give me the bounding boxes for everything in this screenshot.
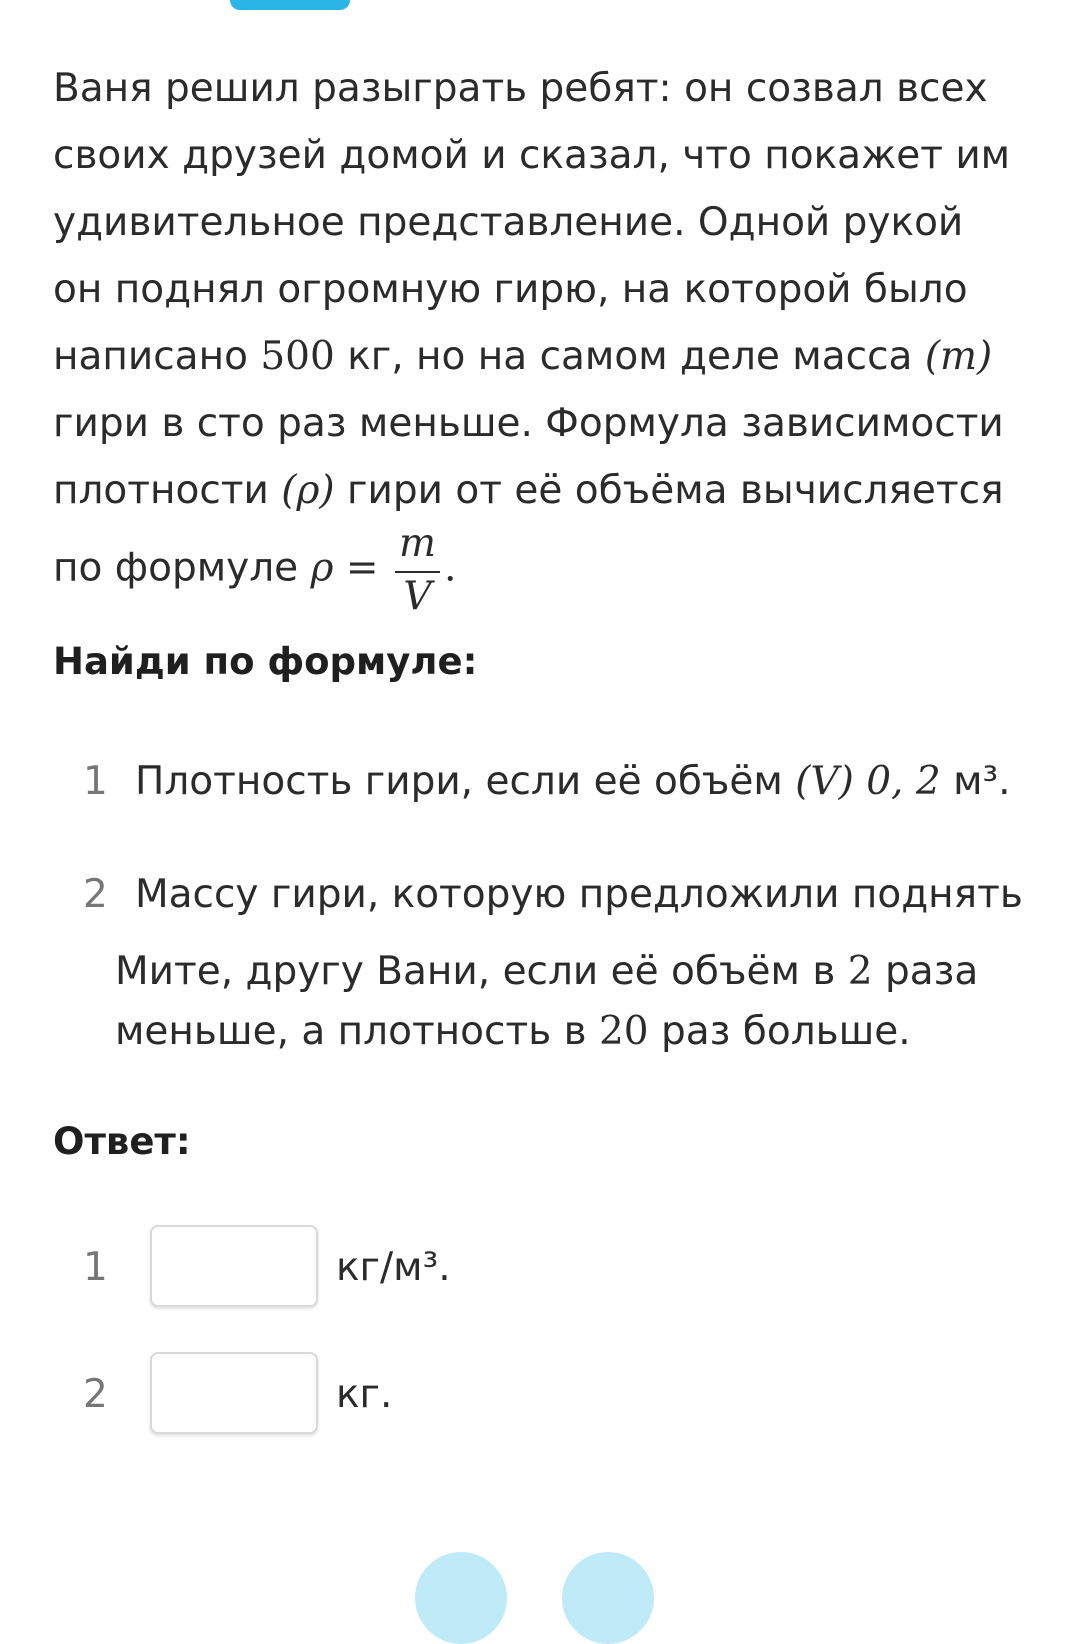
problem-text-part: гири в сто раз меньше. Формула зависимости плотности bbox=[53, 401, 1004, 513]
formula-end: . bbox=[443, 545, 457, 591]
answer-number: 2 bbox=[83, 1372, 108, 1417]
rho-symbol: (ρ) bbox=[281, 468, 335, 513]
task-1 bbox=[83, 752, 1023, 812]
problem-text-part: гири от её объёма вычисляется по формуле bbox=[53, 468, 1004, 591]
answer-unit: кг/м³. bbox=[336, 1245, 451, 1290]
answer-row-1 bbox=[83, 1225, 683, 1311]
task-text: раз больше. bbox=[648, 1009, 911, 1054]
task-number: 1 bbox=[83, 759, 108, 804]
mass-value: 500 bbox=[260, 334, 335, 379]
task-text: Мите, другу Вани, если её объём в bbox=[115, 949, 848, 994]
page-title-fragment bbox=[230, 0, 350, 10]
nav-button-next[interactable] bbox=[562, 1552, 654, 1644]
task-text: раза меньше, а плотность в bbox=[115, 949, 979, 1054]
mass-symbol: (m) bbox=[924, 334, 993, 379]
nav-button-prev[interactable] bbox=[415, 1552, 507, 1644]
answer-input-2[interactable] bbox=[150, 1352, 318, 1434]
formula-denominator: V bbox=[403, 574, 432, 619]
formula-lhs: ρ = bbox=[310, 545, 379, 591]
task-unit: м³. bbox=[940, 759, 1011, 804]
problem-text bbox=[53, 55, 1013, 619]
answer-unit: кг. bbox=[336, 1372, 393, 1417]
task-number-value: 20 bbox=[598, 1009, 649, 1054]
task-text: Плотность гири, если её объём bbox=[135, 759, 796, 804]
task-number: 2 bbox=[83, 872, 108, 917]
task-number-value: 2 bbox=[847, 949, 873, 994]
answer-input-1[interactable] bbox=[150, 1225, 318, 1307]
answer-number: 1 bbox=[83, 1245, 108, 1290]
answer-row-2 bbox=[83, 1352, 683, 1438]
formula-numerator: m bbox=[395, 524, 440, 573]
problem-text-part: Ваня решил разыграть ребят: он созвал всех своих друзей домой и сказал, что покажет им удивительное представление. Одной рукой он поднял огромную гирю, на которой было написано bbox=[53, 66, 1011, 379]
answer-heading: Ответ: bbox=[53, 1120, 191, 1163]
find-heading: Найди по формуле: bbox=[53, 640, 478, 683]
task-text: Массу гири, которую предложили поднять bbox=[135, 872, 1023, 917]
task-2 bbox=[83, 865, 1023, 925]
task-math: (V) 0, 2 bbox=[795, 759, 941, 804]
formula-fraction bbox=[395, 521, 440, 619]
task-2-continuation bbox=[115, 942, 1015, 1062]
problem-text-part: кг, но на самом деле масса bbox=[334, 334, 925, 379]
